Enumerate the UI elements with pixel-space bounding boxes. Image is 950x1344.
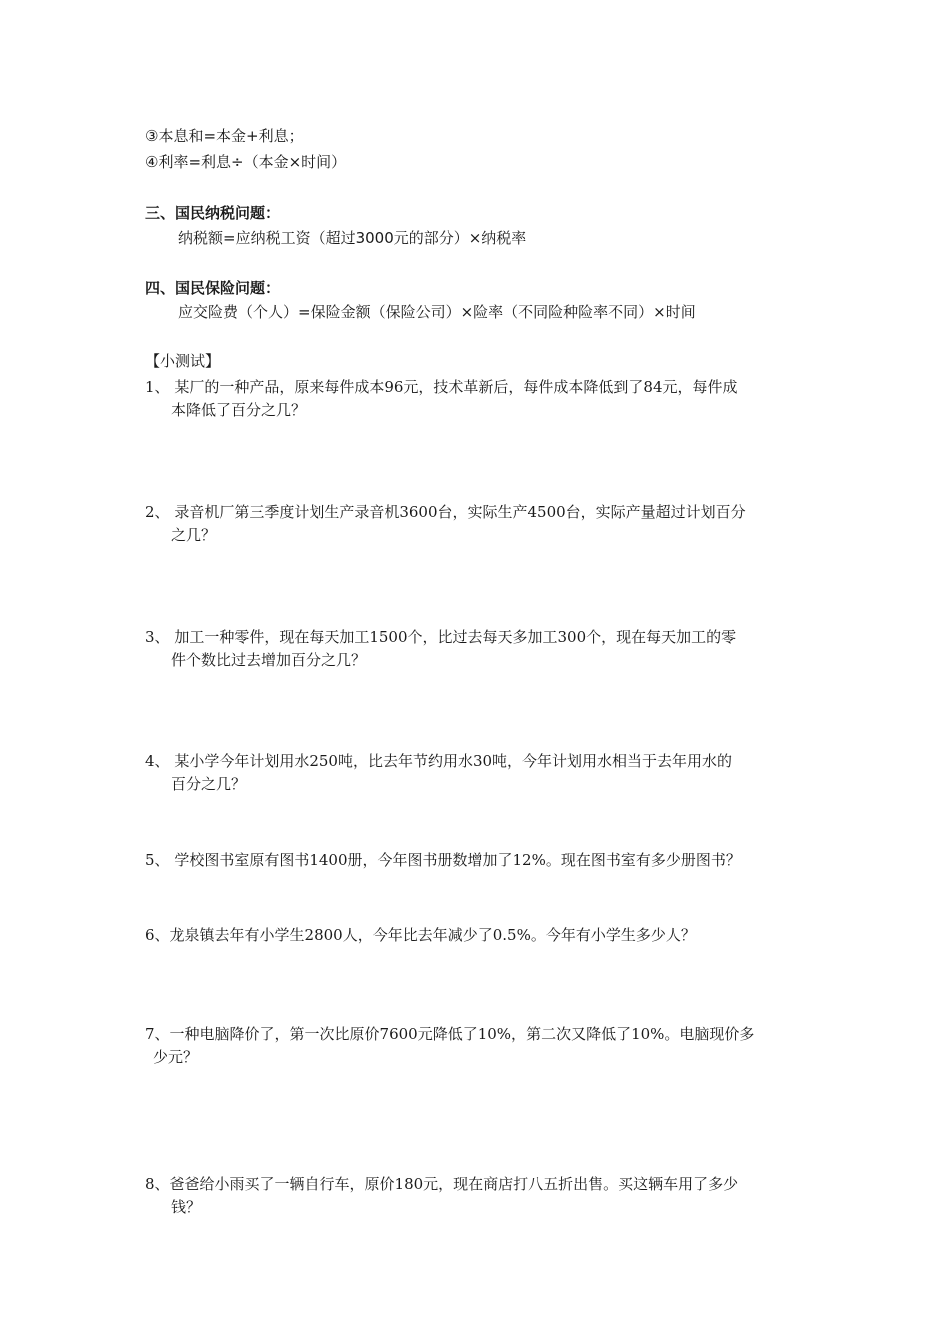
question-7 xyxy=(145,1023,754,1070)
section4-formula: 应交险费（个人）=保险金额（保险公司）×险率（不同险种险率不同）×时间 xyxy=(178,303,696,321)
question-text-continued: 本降低了百分之几？ xyxy=(171,401,307,420)
question-2 xyxy=(145,501,746,548)
question-number: 7、 xyxy=(145,1025,170,1043)
question-number: 4、 xyxy=(145,752,170,770)
formula-principal-interest: ③本息和=本金+利息； xyxy=(145,127,304,145)
question-text: 龙泉镇去年有小学生2800人，今年比去年减少了0.5%。今年有小学生多少人？ xyxy=(169,926,696,944)
question-number: 5、 xyxy=(145,851,170,869)
question-text-continued: 百分之几？ xyxy=(171,775,247,794)
question-5 xyxy=(145,849,741,872)
question-number: 1、 xyxy=(145,378,170,396)
question-number: 6、 xyxy=(145,926,170,944)
question-text: 某厂的一种产品，原来每件成本96元，技术革新后，每件成本降低到了84元，每件成 xyxy=(174,378,738,396)
question-text: 加工一种零件，现在每天加工1500个，比过去每天多加工300个，现在每天加工的零 xyxy=(174,628,737,646)
question-text-continued: 之几？ xyxy=(171,526,217,545)
question-text: 爸爸给小雨买了一辆自行车，原价180元，现在商店打八五折出售。买这辆车用了多少 xyxy=(169,1175,739,1193)
section3-heading: 三、国民纳税问题： xyxy=(145,204,281,222)
question-text-continued: 钱？ xyxy=(171,1198,202,1217)
question-number: 8、 xyxy=(145,1175,170,1193)
question-3 xyxy=(145,626,736,673)
question-text-continued: 少元？ xyxy=(153,1048,199,1067)
quiz-heading: 【小测试】 xyxy=(145,352,221,370)
question-number: 2、 xyxy=(145,503,170,521)
question-text: 某小学今年计划用水250吨，比去年节约用水30吨，今年计划用水相当于去年用水的 xyxy=(174,752,733,770)
section4-heading: 四、国民保险问题： xyxy=(145,279,281,297)
question-text: 录音机厂第三季度计划生产录音机3600台，实际生产4500台，实际产量超过计划百分 xyxy=(174,503,746,521)
question-text: 一种电脑降价了，第一次比原价7600元降低了10%，第二次又降低了10%。电脑现价多 xyxy=(169,1025,755,1043)
question-6 xyxy=(145,924,696,947)
question-1 xyxy=(145,376,738,423)
formula-interest-rate: ④利率=利息÷（本金×时间） xyxy=(145,153,347,171)
question-number: 3、 xyxy=(145,628,170,646)
section3-formula: 纳税额=应纳税工资（超过3000元的部分）×纳税率 xyxy=(178,229,527,247)
question-text-continued: 件个数比过去增加百分之几？ xyxy=(171,651,367,670)
question-8 xyxy=(145,1173,738,1220)
question-text: 学校图书室原有图书1400册，今年图书册数增加了12%。现在图书室有多少册图书？ xyxy=(174,851,741,869)
question-4 xyxy=(145,750,732,797)
